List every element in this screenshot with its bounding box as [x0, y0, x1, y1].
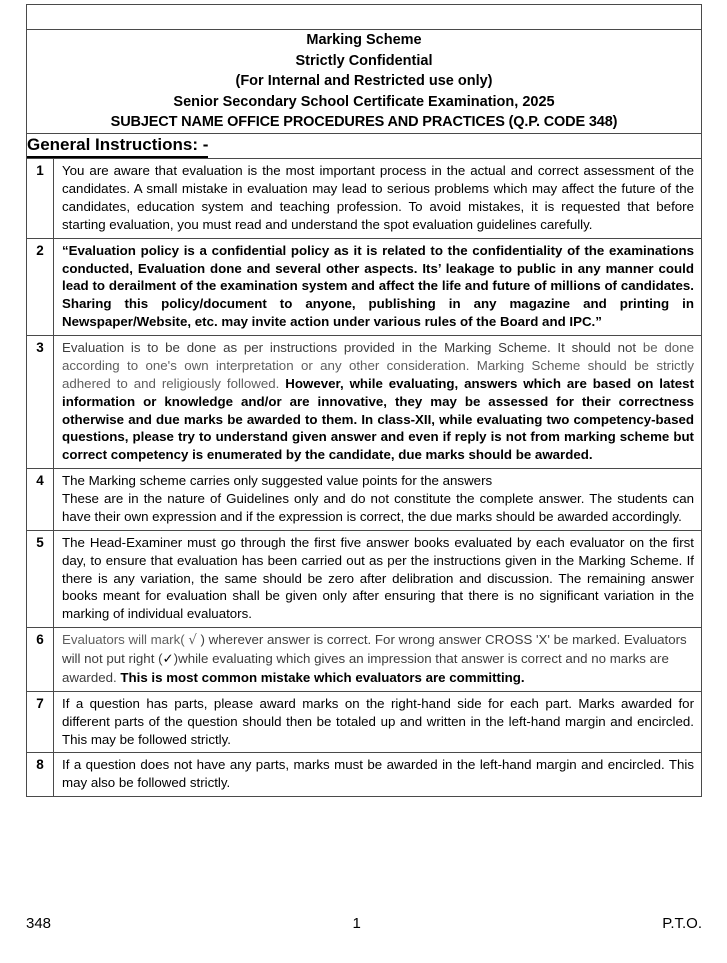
instruction-text-3: [54, 336, 702, 469]
footer-paper-code: 348: [26, 915, 52, 932]
instruction-row-8: [27, 753, 702, 797]
instruction-text-4: [54, 469, 702, 531]
instruction-paragraph: “Evaluation policy is a confidential policy as it is related to the confidentiality of the examinations conducted, Evaluation done and several other aspects. Its’ leakage to public in any manner could lead to derailment of the examination system and affect the life and future of millions of candidates. Sharing this policy/document to anyone, publishing in any magazine and printing in Newspaper/Website, etc. may invite action under various rules of the Board and IPC.”: [62, 242, 694, 330]
instruction-text-2: [54, 238, 702, 335]
instruction-paragraph: [62, 339, 694, 464]
instruction-text-5: [54, 530, 702, 627]
instruction-segment-after-check: )while evaluating which gives an impression that answer is correct and no marks are awarded.: [62, 651, 669, 685]
page-footer: [26, 915, 702, 932]
instruction-segment-bold: However, while evaluating, answers which are based on latest information or knowledge and/or are innovative, they may be assessed for their correctness otherwise and due marks be awarded to them. In class-XII, while evaluating two competency-based questions, please try to understand given answer and even if reply is not from marking scheme but correct competency is enumerated by the candidate, due marks should be awarded.: [62, 375, 694, 463]
instruction-row-4: [27, 469, 702, 531]
instruction-paragraph: The Head-Examiner must go through the first five answer books evaluated by each evaluator on the first day, to ensure that evaluation has been carried out as per the instructions given in the Marking Scheme. If there is any variation, the same should be zero after delibration and discussion. The remaining answer books meant for evaluation shall be given only after ensuring that there is no significant variation in the marking of individual evaluators.: [62, 534, 694, 622]
instruction-paragraph: [62, 631, 694, 687]
general-instructions-heading: General Instructions: -: [27, 134, 208, 158]
title-line-examination: Senior Secondary School Certificate Examination, 2025: [173, 93, 555, 110]
instruction-row-5: [27, 530, 702, 627]
instruction-paragraph: If a question has parts, please award marks on the right-hand side for each part. Marks awarded for different parts of the question should then be totaled up and written in the left-hand margin and encircled. This may be followed strictly.: [62, 695, 694, 747]
check-mark-icon: ✓: [162, 652, 174, 668]
title-line-internal-use: (For Internal and Restricted use only): [235, 73, 493, 90]
instruction-number-5: 5: [27, 530, 54, 627]
instruction-text-1: [54, 159, 702, 239]
instruction-segment-normal-lead: Evaluation is to be done as per instructions provided in the Marking Scheme. It should not: [62, 340, 637, 356]
table-top-blank-row: [27, 5, 702, 30]
instruction-paragraph-line-2: These are in the nature of Guidelines only and do not constitute the complete answer. The students can have their own expression and if the expression is correct, the due marks should be awarded accordingly.: [62, 491, 694, 524]
instruction-row-1: [27, 159, 702, 239]
title-line-subject-name: SUBJECT NAME OFFICE PROCEDURES AND PRACTICES (Q.P. CODE 348): [110, 114, 618, 131]
instruction-number-3: 3: [27, 336, 54, 469]
blank-cell: [27, 5, 702, 30]
marking-scheme-table: [26, 4, 702, 797]
instruction-paragraph: You are aware that evaluation is the most important process in the actual and correct assessment of the candidates. A small mistake in evaluation may lead to serious problems which may affect the future of the candidates, education system and teaching profession. To avoid mistakes, it is requested that before starting evaluation, you must read and understand the spot evaluation guidelines carefully.: [62, 163, 694, 232]
instruction-row-7: [27, 691, 702, 753]
instruction-row-2: [27, 238, 702, 335]
radical-tick-icon: √: [188, 633, 197, 649]
instruction-text-8: [54, 753, 702, 797]
instruction-number-6: 6: [27, 628, 54, 692]
instruction-paragraph: If a question does not have any parts, marks must be awarded in the left-hand margin and encircled. This may also be followed strictly.: [62, 757, 694, 791]
title-line-strictly-confidential: Strictly Confidential: [295, 52, 433, 69]
instruction-row-6: [27, 628, 702, 692]
instruction-number-7: 7: [27, 691, 54, 753]
instruction-number-1: 1: [27, 159, 54, 239]
instruction-segment-middle: ) wherever answer is correct. For wrong answer CROSS 'X' be marked. Evaluators will not put right (: [62, 632, 687, 667]
instruction-segment-bold: This is most common mistake which evaluators are committing.: [120, 669, 525, 685]
title-line-marking-scheme: Marking Scheme: [306, 32, 422, 48]
general-instructions-heading-row: [27, 133, 702, 158]
instruction-number-2: 2: [27, 238, 54, 335]
footer-turn-over: P.T.O.: [662, 915, 702, 932]
instruction-row-3: [27, 336, 702, 469]
instruction-segment-faint: be done according to one's own interpretation or any other consideration. Marking Scheme should be strictly adhered to and religiously followed.: [62, 340, 694, 391]
instruction-text-6: [54, 628, 702, 692]
instruction-number-4: 4: [27, 469, 54, 531]
instruction-paragraph-line-1: The Marking scheme carries only suggested value points for the answers: [62, 473, 493, 489]
document-title-block: [27, 30, 702, 134]
instruction-text-7: [54, 691, 702, 753]
footer-page-number: 1: [352, 915, 361, 932]
instruction-segment-faint-lead: Evaluators will mark(: [62, 632, 189, 648]
general-instructions-cell: [27, 133, 702, 158]
title-row: [27, 30, 702, 134]
instruction-number-8: 8: [27, 753, 54, 797]
